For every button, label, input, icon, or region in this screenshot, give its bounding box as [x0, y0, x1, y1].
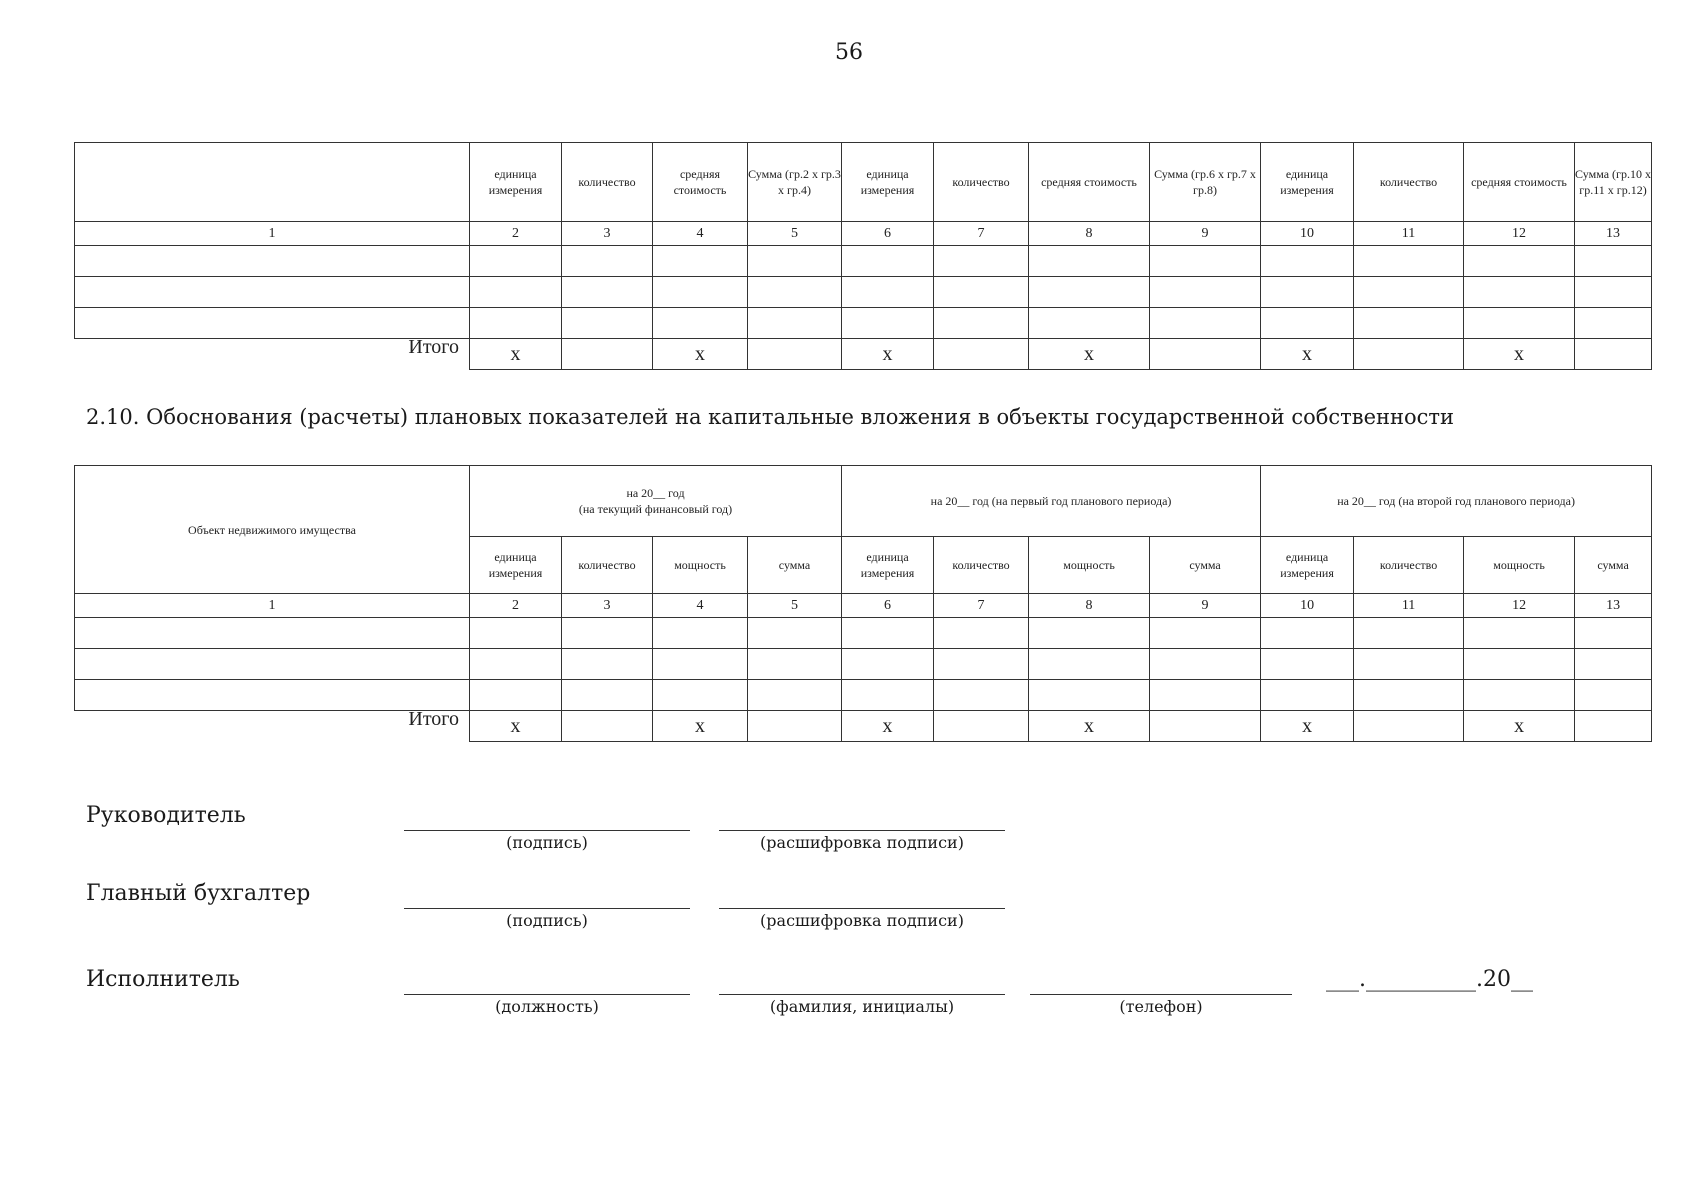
- column-number: 12: [1464, 222, 1575, 246]
- column-number: 13: [1575, 594, 1652, 618]
- table-row: [75, 308, 1652, 339]
- column-number: 4: [653, 222, 748, 246]
- header-cell: количество: [562, 143, 653, 222]
- subheader-cell: сумма: [1575, 537, 1652, 594]
- header-cell: средняя стоимость: [1029, 143, 1150, 222]
- column-number: 2: [470, 594, 562, 618]
- header-cell: Сумма (гр.10 x гр.11 x гр.12): [1575, 143, 1652, 222]
- total-cell: x: [653, 339, 748, 370]
- table-row: [75, 649, 1652, 680]
- column-number: 10: [1261, 594, 1354, 618]
- column-number: 3: [562, 594, 653, 618]
- total-cell: [562, 339, 653, 370]
- column-number: 3: [562, 222, 653, 246]
- decoding-caption: (расшифровка подписи): [760, 911, 964, 930]
- column-number: 10: [1261, 222, 1354, 246]
- column-number: 2: [470, 222, 562, 246]
- signature-caption: (подпись): [506, 833, 588, 852]
- column-number: 7: [934, 222, 1029, 246]
- period-header-first-plan-year: на 20__ год (на первый год планового периода): [842, 466, 1261, 537]
- head-label: Руководитель: [86, 803, 246, 828]
- subheader-cell: единица измерения: [470, 537, 562, 594]
- subheader-cell: сумма: [748, 537, 842, 594]
- total-cell: x: [470, 711, 562, 742]
- column-number: 4: [653, 594, 748, 618]
- name-caption: (фамилия, инициалы): [769, 997, 955, 1016]
- table-row: [75, 277, 1652, 308]
- total-cell: [1354, 711, 1464, 742]
- accountant-decoding-line: [719, 908, 1005, 909]
- subheader-cell: мощность: [1029, 537, 1150, 594]
- total-cell: x: [1464, 339, 1575, 370]
- column-number: 1: [75, 594, 470, 618]
- column-number: 5: [748, 222, 842, 246]
- total-row: [75, 339, 1652, 370]
- date-field: ___.__________.20__: [1326, 967, 1533, 992]
- total-cell: x: [1464, 711, 1575, 742]
- header-cell: количество: [934, 143, 1029, 222]
- object-header: Объект недвижимого имущества: [75, 466, 470, 594]
- executor-phone-line: [1030, 994, 1292, 995]
- head-signature-line: [404, 830, 690, 831]
- column-number: 1: [75, 222, 470, 246]
- table-row: [75, 246, 1652, 277]
- header-cell: средняя стоимость: [653, 143, 748, 222]
- total-cell: [748, 339, 842, 370]
- total-cell: x: [842, 339, 934, 370]
- column-number: 6: [842, 222, 934, 246]
- total-cell: x: [1029, 711, 1150, 742]
- section-heading: 2.10. Обоснования (расчеты) плановых показателей на капитальные вложения в объекты государственной собственности: [86, 405, 1455, 429]
- period-header-second-plan-year: на 20__ год (на второй год планового периода): [1261, 466, 1652, 537]
- subheader-cell: количество: [934, 537, 1029, 594]
- column-number: 9: [1150, 222, 1261, 246]
- total-cell: x: [1261, 339, 1354, 370]
- total-cell: x: [653, 711, 748, 742]
- subheader-cell: количество: [562, 537, 653, 594]
- total-cell: x: [470, 339, 562, 370]
- executor-position-line: [404, 994, 690, 995]
- head-decoding-line: [719, 830, 1005, 831]
- subheader-cell: количество: [1354, 537, 1464, 594]
- header-cell: Сумма (гр.6 x гр.7 x гр.8): [1150, 143, 1261, 222]
- column-number-row: [75, 222, 1652, 246]
- signature-caption: (подпись): [506, 911, 588, 930]
- subheader-cell: мощность: [1464, 537, 1575, 594]
- table-row: [75, 618, 1652, 649]
- total-label: Итого: [75, 339, 470, 370]
- subheader-cell: единица измерения: [842, 537, 934, 594]
- period-header-current: на 20__ год (на текущий финансовый год): [470, 466, 842, 537]
- header-cell: единица измерения: [842, 143, 934, 222]
- header-cell: единица измерения: [470, 143, 562, 222]
- column-number: 13: [1575, 222, 1652, 246]
- column-number: 12: [1464, 594, 1575, 618]
- total-cell: x: [1029, 339, 1150, 370]
- total-cell: [562, 711, 653, 742]
- total-cell: [1575, 711, 1652, 742]
- header-cell: Сумма (гр.2 x гр.3 x гр.4): [748, 143, 842, 222]
- period-header-row: [75, 466, 1652, 537]
- table-header-row: [75, 143, 1652, 222]
- executor-name-line: [719, 994, 1005, 995]
- column-number: 11: [1354, 222, 1464, 246]
- column-number: 6: [842, 594, 934, 618]
- column-number: 7: [934, 594, 1029, 618]
- total-cell: [1150, 339, 1261, 370]
- column-number: 5: [748, 594, 842, 618]
- column-number: 11: [1354, 594, 1464, 618]
- column-number: 8: [1029, 594, 1150, 618]
- header-cell: средняя стоимость: [1464, 143, 1575, 222]
- accountant-signature-line: [404, 908, 690, 909]
- phone-caption: (телефон): [1119, 997, 1203, 1016]
- position-caption: (должность): [495, 997, 599, 1016]
- column-number: 9: [1150, 594, 1261, 618]
- header-cell: единица измерения: [1261, 143, 1354, 222]
- chief-accountant-label: Главный бухгалтер: [86, 881, 311, 906]
- subheader-cell: сумма: [1150, 537, 1261, 594]
- header-cell: [75, 143, 470, 222]
- page-number: 56: [835, 40, 863, 65]
- cost-table: [74, 142, 1652, 370]
- total-row: [75, 711, 1652, 742]
- total-cell: [1150, 711, 1261, 742]
- total-cell: [934, 711, 1029, 742]
- header-cell: количество: [1354, 143, 1464, 222]
- subheader-cell: мощность: [653, 537, 748, 594]
- total-label: Итого: [75, 711, 470, 742]
- executor-label: Исполнитель: [86, 967, 240, 992]
- total-cell: x: [842, 711, 934, 742]
- table-row: [75, 680, 1652, 711]
- column-number: 8: [1029, 222, 1150, 246]
- total-cell: x: [1261, 711, 1354, 742]
- total-cell: [1575, 339, 1652, 370]
- total-cell: [748, 711, 842, 742]
- total-cell: [934, 339, 1029, 370]
- column-number-row: [75, 594, 1652, 618]
- subheader-cell: единица измерения: [1261, 537, 1354, 594]
- decoding-caption: (расшифровка подписи): [760, 833, 964, 852]
- capital-investment-table: [74, 465, 1652, 742]
- total-cell: [1354, 339, 1464, 370]
